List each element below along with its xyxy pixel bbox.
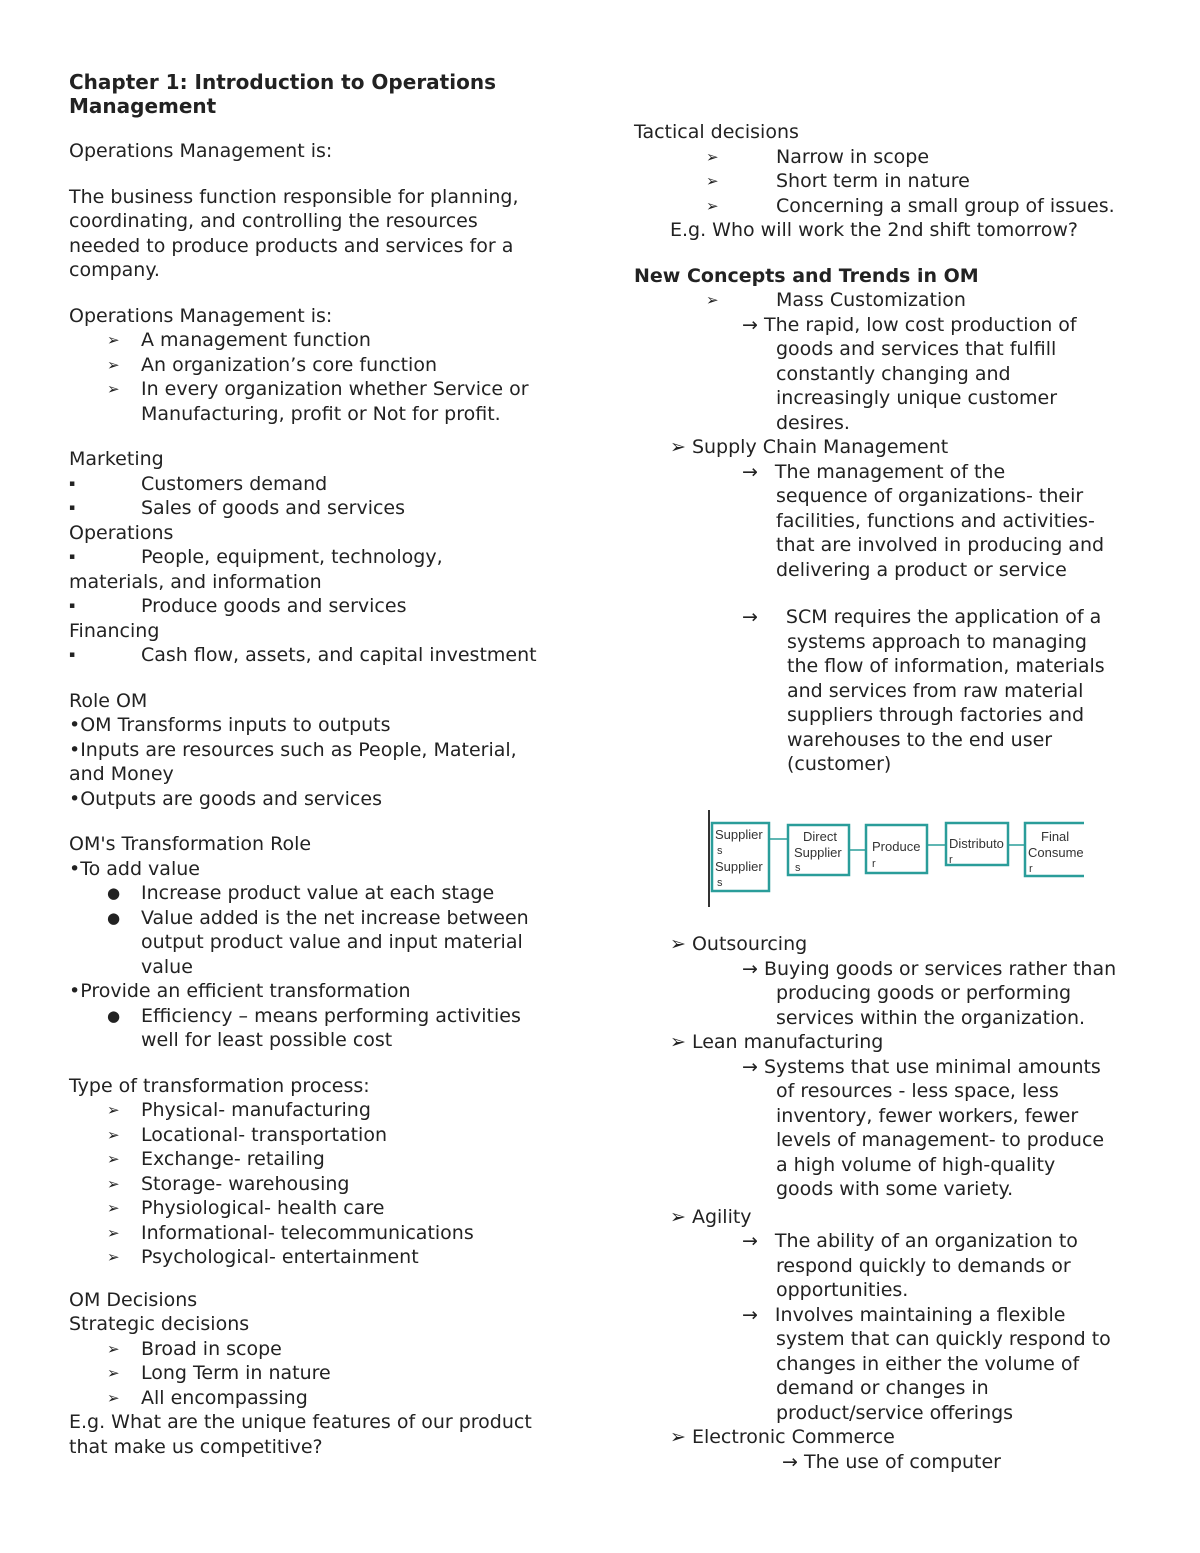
description-line: goods with some variety. bbox=[776, 1178, 1014, 1200]
list-item: ➢ Concerning a small group of issues. bbox=[706, 194, 1115, 217]
list-item: ▪ Produce goods and services bbox=[69, 595, 407, 617]
description-line: desires. bbox=[776, 411, 850, 434]
square-bullet-icon: ▪ bbox=[69, 478, 76, 489]
agility-heading: ➢ Agility bbox=[670, 1205, 752, 1228]
list-item: ➢ Narrow in scope bbox=[706, 145, 930, 168]
description-line: systems approach to managing bbox=[787, 630, 1087, 653]
marketing-heading: Marketing bbox=[69, 448, 164, 470]
list-item: •Provide an efficient transformation bbox=[69, 980, 411, 1002]
description-line: constantly changing and bbox=[776, 362, 1011, 385]
chain-box-final-consumer bbox=[1025, 823, 1084, 876]
description-line: respond quickly to demands or bbox=[776, 1254, 1071, 1277]
arrow-icon: → bbox=[742, 1303, 758, 1326]
arrowhead-bullet-icon: ➢ bbox=[706, 172, 719, 190]
om-is-heading: Operations Management is: bbox=[69, 140, 333, 162]
list-item: •Inputs are resources such as People, Material, bbox=[69, 738, 517, 761]
list-item: ➢ Locational- transportation bbox=[107, 1123, 388, 1146]
list-item: ➢ All encompassing bbox=[107, 1386, 308, 1409]
description-line: → The management of the bbox=[742, 460, 1006, 483]
right-column bbox=[634, 120, 1154, 777]
svg-text:Supplier: Supplier bbox=[794, 845, 842, 860]
scm-heading: ➢ Supply Chain Management bbox=[670, 436, 949, 458]
description-line: → Systems that use minimal amounts bbox=[742, 1055, 1101, 1078]
arrowhead-bullet-icon: ➢ bbox=[107, 1248, 120, 1266]
description-line: inventory, fewer workers, fewer bbox=[776, 1104, 1079, 1127]
svg-text:Direct: Direct bbox=[803, 829, 837, 844]
list-item-continuation: Manufacturing, profit or Not for profit. bbox=[141, 402, 501, 425]
list-item: •To add value bbox=[69, 857, 200, 880]
description-line: → SCM requires the application of a bbox=[742, 606, 1102, 628]
list-item: ➢ Psychological- entertainment bbox=[107, 1246, 419, 1268]
description-line: demand or changes in bbox=[776, 1377, 989, 1399]
description-line: changes in either the volume of bbox=[776, 1352, 1080, 1375]
description-line: producing goods or performing bbox=[776, 982, 1072, 1004]
list-item: ▪ People, equipment, technology, bbox=[69, 546, 443, 568]
svg-text:r: r bbox=[1029, 863, 1033, 875]
description-line: increasingly unique customer bbox=[776, 387, 1058, 409]
transformation-types-heading: Type of transformation process: bbox=[69, 1074, 370, 1097]
svg-text:Consume: Consume bbox=[1028, 845, 1084, 860]
svg-text:r: r bbox=[872, 858, 876, 870]
om-is-heading-2: Operations Management is: bbox=[69, 304, 333, 327]
svg-text:s: s bbox=[717, 877, 723, 889]
arrowhead-bullet-icon: ➢ bbox=[107, 1150, 120, 1168]
description-line: facilities, functions and activities- bbox=[776, 509, 1095, 532]
description-line: services within the organization. bbox=[776, 1006, 1086, 1029]
list-item: ➢ Mass Customization bbox=[706, 289, 966, 311]
description-line: → Involves maintaining a flexible bbox=[742, 1303, 1066, 1326]
svg-text:r: r bbox=[949, 854, 953, 866]
chapter-title-line-2: Management bbox=[69, 94, 217, 118]
list-item-continuation: value bbox=[141, 955, 193, 978]
description-line: of resources - less space, less bbox=[776, 1080, 1059, 1102]
svg-text:Distributo: Distributo bbox=[949, 836, 1004, 851]
dot-bullet-icon: ● bbox=[107, 884, 121, 902]
square-bullet-icon: ▪ bbox=[69, 601, 76, 611]
lean-heading: ➢ Lean manufacturing bbox=[670, 1031, 884, 1053]
description-line: → The ability of an organization to bbox=[742, 1230, 1078, 1252]
arrowhead-bullet-icon: ➢ bbox=[107, 1125, 120, 1144]
square-bullet-icon: ▪ bbox=[69, 503, 76, 513]
arrowhead-bullet-icon: ➢ bbox=[107, 1101, 120, 1119]
list-item: ▪ Cash flow, assets, and capital investment bbox=[69, 644, 537, 666]
dot-bullet-icon: ● bbox=[107, 1006, 121, 1025]
description-line: system that can quickly respond to bbox=[776, 1328, 1111, 1350]
description-line: → Buying goods or services rather than bbox=[742, 957, 1117, 980]
description-line: a high volume of high-quality bbox=[776, 1153, 1056, 1176]
svg-text:Produce: Produce bbox=[872, 839, 921, 854]
list-item: ➢ Physiological- health care bbox=[107, 1197, 385, 1219]
description-line: sequence of organizations- their bbox=[776, 485, 1084, 507]
chain-box-direct-suppliers bbox=[788, 825, 849, 875]
ecommerce-heading: ➢ Electronic Commerce bbox=[670, 1426, 895, 1448]
list-item: ▪ Customers demand bbox=[69, 472, 328, 495]
arrowhead-bullet-icon: ➢ bbox=[706, 196, 719, 215]
arrowhead-bullet-icon: ➢ bbox=[706, 291, 719, 309]
list-item: ▪ Sales of goods and services bbox=[69, 497, 406, 519]
arrow-icon: → bbox=[742, 606, 758, 628]
right-column-lower bbox=[634, 932, 1174, 1474]
svg-text:s: s bbox=[795, 862, 801, 874]
svg-text:s: s bbox=[717, 845, 723, 857]
svg-text:Final: Final bbox=[1041, 829, 1070, 844]
description-line: → The use of computer bbox=[782, 1450, 1001, 1473]
arrowhead-bullet-icon: ➢ bbox=[107, 1388, 120, 1407]
list-item: ➢ Exchange- retailing bbox=[107, 1148, 325, 1170]
square-bullet-icon: ▪ bbox=[69, 650, 76, 660]
definition-line: company. bbox=[69, 259, 160, 281]
arrowhead-bullet-icon: ➢ bbox=[107, 355, 120, 374]
list-item: •Outputs are goods and services bbox=[69, 787, 382, 810]
list-item: ➢ Informational- telecommunications bbox=[107, 1221, 474, 1244]
list-item: ➢ A management function bbox=[107, 329, 371, 351]
svg-text:Supplier: Supplier bbox=[715, 827, 763, 842]
definition-line: The business function responsible for planning, bbox=[69, 185, 519, 208]
arrowhead-bullet-icon: ➢ bbox=[107, 380, 120, 398]
description-line: warehouses to the end user bbox=[787, 728, 1053, 751]
arrowhead-bullet-icon: ➢ bbox=[107, 1339, 120, 1358]
description-line: → The rapid, low cost production of bbox=[742, 313, 1077, 336]
chain-box-producer bbox=[866, 825, 927, 873]
list-item: •OM Transforms inputs to outputs bbox=[69, 714, 391, 736]
left-column bbox=[69, 70, 569, 1459]
list-item: ➢ Storage- warehousing bbox=[107, 1172, 350, 1195]
operations-heading: Operations bbox=[69, 521, 174, 544]
description-line: the flow of information, materials bbox=[787, 655, 1105, 677]
chain-box-suppliers bbox=[712, 823, 769, 891]
list-item: ➢ In every organization whether Service or bbox=[107, 378, 529, 400]
arrowhead-bullet-icon: ➢ bbox=[107, 331, 120, 349]
financing-heading: Financing bbox=[69, 619, 160, 642]
list-item: ➢ Broad in scope bbox=[107, 1337, 282, 1360]
description-line: goods and services that fulfill bbox=[776, 338, 1057, 360]
description-line: and services from raw material bbox=[787, 679, 1084, 702]
list-item: ➢ Physical- manufacturing bbox=[107, 1099, 371, 1121]
arrow-icon: → bbox=[742, 1230, 758, 1252]
list-item: ➢ Long Term in nature bbox=[107, 1362, 331, 1384]
list-item-continuation: materials, and information bbox=[69, 570, 322, 593]
arrowhead-bullet-icon: ➢ bbox=[107, 1199, 120, 1217]
list-item-continuation: output product value and input material bbox=[141, 931, 523, 953]
tactical-heading: Tactical decisions bbox=[634, 121, 799, 143]
arrowhead-bullet-icon: ➢ bbox=[107, 1223, 120, 1242]
dot-bullet-icon: ● bbox=[107, 908, 121, 927]
chapter-title bbox=[69, 70, 569, 118]
description-line: opportunities. bbox=[776, 1279, 909, 1301]
example-line: that make us competitive? bbox=[69, 1435, 323, 1458]
list-item-continuation: and Money bbox=[69, 763, 174, 785]
outsourcing-heading: ➢ Outsourcing bbox=[670, 933, 808, 955]
new-concepts-heading: New Concepts and Trends in OM bbox=[634, 264, 979, 287]
arrowhead-bullet-icon: ➢ bbox=[706, 147, 719, 166]
arrow-icon: → bbox=[742, 460, 758, 483]
list-item: ● Value added is the net increase between bbox=[107, 906, 529, 929]
role-om-heading: Role OM bbox=[69, 689, 148, 712]
arrowhead-bullet-icon: ➢ bbox=[107, 1174, 120, 1193]
description-line: that are involved in producing and bbox=[776, 534, 1105, 556]
list-item: ● Increase product value at each stage bbox=[107, 882, 495, 904]
chapter-title-line-1: Chapter 1: Introduction to Operations bbox=[69, 70, 496, 94]
transformation-role-heading: OM's Transformation Role bbox=[69, 833, 312, 855]
description-line: delivering a product or service bbox=[776, 558, 1067, 581]
definition-line: coordinating, and controlling the resources bbox=[69, 210, 478, 232]
list-item: ➢ An organization’s core function bbox=[107, 353, 438, 376]
example-line: E.g. What are the unique features of our product bbox=[69, 1411, 532, 1433]
description-line: product/service offerings bbox=[776, 1401, 1014, 1424]
list-item: ● Efficiency – means performing activities bbox=[107, 1004, 521, 1027]
square-bullet-icon: ▪ bbox=[69, 552, 76, 562]
list-item: ➢ Short term in nature bbox=[706, 170, 970, 192]
strategic-heading: Strategic decisions bbox=[69, 1313, 250, 1335]
chain-box-distributor bbox=[946, 823, 1008, 866]
svg-text:Supplier: Supplier bbox=[715, 859, 763, 874]
om-decisions-heading: OM Decisions bbox=[69, 1288, 198, 1311]
description-line: (customer) bbox=[787, 753, 892, 775]
definition-line: needed to produce products and services for a bbox=[69, 234, 514, 257]
list-item-continuation: well for least possible cost bbox=[141, 1029, 393, 1051]
description-line: suppliers through factories and bbox=[787, 704, 1085, 726]
supply-chain-diagram bbox=[700, 805, 1090, 915]
description-line: levels of management- to produce bbox=[776, 1129, 1105, 1151]
arrowhead-bullet-icon: ➢ bbox=[107, 1364, 120, 1382]
example-line: E.g. Who will work the 2nd shift tomorrow? bbox=[670, 219, 1078, 241]
